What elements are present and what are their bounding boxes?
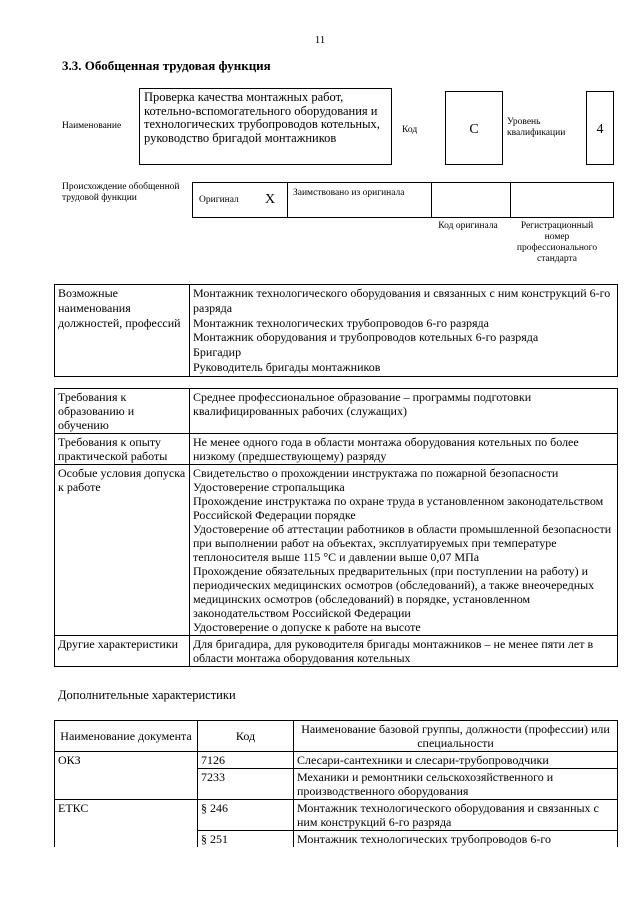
- code-cell: § 246: [198, 800, 294, 831]
- table-row: [55, 769, 618, 800]
- name-value: Проверка качества монтажных работ, котельно-вспомогательного оборудования и технологических трубопроводов котельных, руководство бригадой монтажников: [139, 88, 392, 165]
- name-cell: Механики и ремонтники сельскохозяйственного и производственного оборудования: [294, 769, 618, 800]
- education-label: Требования к образованию и обучению: [55, 389, 190, 434]
- requirements-table: [54, 388, 618, 667]
- table-row: [55, 752, 618, 769]
- table-row: [55, 636, 618, 667]
- condition-item: Удостоверение стропальщика: [193, 480, 345, 494]
- original-mark: X: [265, 192, 276, 207]
- condition-item: Удостоверение о допуске к работе на высоте: [193, 620, 421, 634]
- doc-cell: [55, 831, 198, 848]
- condition-item: Удостоверение об аттестации работников в области промышленной безопасности при выполнении работ на объектах, эксплуатируемых при температуре теплоносителя выше 115 °С и давлении выше 0,07 МПа: [193, 522, 612, 564]
- col-header-name: Наименование базовой группы, должности (профессии) или специальности: [294, 721, 618, 752]
- section-title: 3.3. Обобщенная трудовая функция: [62, 58, 271, 73]
- positions-list: [190, 285, 618, 377]
- name-cell: Слесари-сантехники и слесари-трубопроводчики: [294, 752, 618, 769]
- other-label: Другие характеристики: [55, 636, 190, 667]
- name-label: Наименование: [62, 121, 122, 131]
- position-item: Монтажник технологического оборудования и связанных с ним конструкций 6-го разряда: [193, 286, 611, 315]
- col-header-doc: Наименование документа: [55, 721, 198, 752]
- code-cell: 7233: [198, 769, 294, 800]
- table-header-row: [55, 721, 618, 752]
- name-cell: Монтажник технологического оборудования и связанных с ним конструкций 6-го разряда: [294, 800, 618, 831]
- name-cell: Монтажник технологических трубопроводов 6-го: [294, 831, 618, 848]
- conditions-label: Особые условия допуска к работе: [55, 465, 190, 636]
- code-box: [445, 91, 503, 165]
- condition-item: Прохождение инструктажа по охране труда в установленном законодательством Российской Федерации порядке: [193, 494, 604, 522]
- education-value: Среднее профессиональное образование – программы подготовки квалифицированных рабочих (служащих): [190, 389, 618, 434]
- table-row: [55, 800, 618, 831]
- level-label: Уровень квалификации: [507, 117, 566, 138]
- conditions-list: [190, 465, 618, 636]
- experience-value: Не менее одного года в области монтажа оборудования котельных по более низкому (предшествующему) разряду: [190, 434, 618, 465]
- experience-label: Требования к опыту практической работы: [55, 434, 190, 465]
- table-row: [55, 434, 618, 465]
- page-number: 11: [314, 34, 326, 46]
- origin-box: [192, 182, 614, 218]
- other-value: Для бригадира, для руководителя бригады монтажников – не менее пяти лет в области монтажа оборудования котельных: [190, 636, 618, 667]
- origin-label: Происхождение обобщенной трудовой функции: [62, 182, 180, 203]
- table-row: [55, 465, 618, 636]
- position-item: Руководитель бригады монтажников: [193, 359, 381, 374]
- code-label: Код: [402, 125, 418, 135]
- original-label: Оригинал: [199, 195, 239, 205]
- positions-table: [54, 284, 618, 377]
- doc-cell: ЕТКС: [55, 800, 198, 831]
- code-cell: 7126: [198, 752, 294, 769]
- borrowed-label: Заимствовано из оригинала: [293, 188, 405, 198]
- condition-item: Свидетельство о прохождении инструктажа по пожарной безопасности: [193, 466, 559, 480]
- position-item: Монтажник оборудования и трубопроводов котельных 6-го разряда: [193, 330, 539, 345]
- condition-item: Прохождение обязательных предварительных (при поступлении на работу) и периодических медицинских осмотров (обследований), а также внеочередных медицинских осмотров (обследований) в порядке, установленном законодательством Российской Федерации: [193, 564, 595, 620]
- additional-title: Дополнительные характеристики: [58, 688, 236, 702]
- code-value: C: [469, 122, 479, 137]
- additional-table: [54, 720, 618, 847]
- doc-cell: [55, 769, 198, 800]
- level-value: 4: [596, 122, 604, 137]
- table-row: [55, 831, 618, 848]
- position-item: Бригадир: [193, 345, 242, 360]
- positions-label: Возможные наименования должностей, профессий: [55, 285, 190, 377]
- position-item: Монтажник технологических трубопроводов 6-го разряда: [193, 315, 489, 330]
- code-original-label: Код оригинала: [438, 221, 498, 231]
- doc-cell: ОКЗ: [55, 752, 198, 769]
- col-header-code: Код: [198, 721, 294, 752]
- code-cell: § 251: [198, 831, 294, 848]
- table-row: [55, 389, 618, 434]
- level-box: [586, 91, 614, 165]
- reg-number-label: Регистрационный номер профессионального стандарта: [516, 221, 598, 264]
